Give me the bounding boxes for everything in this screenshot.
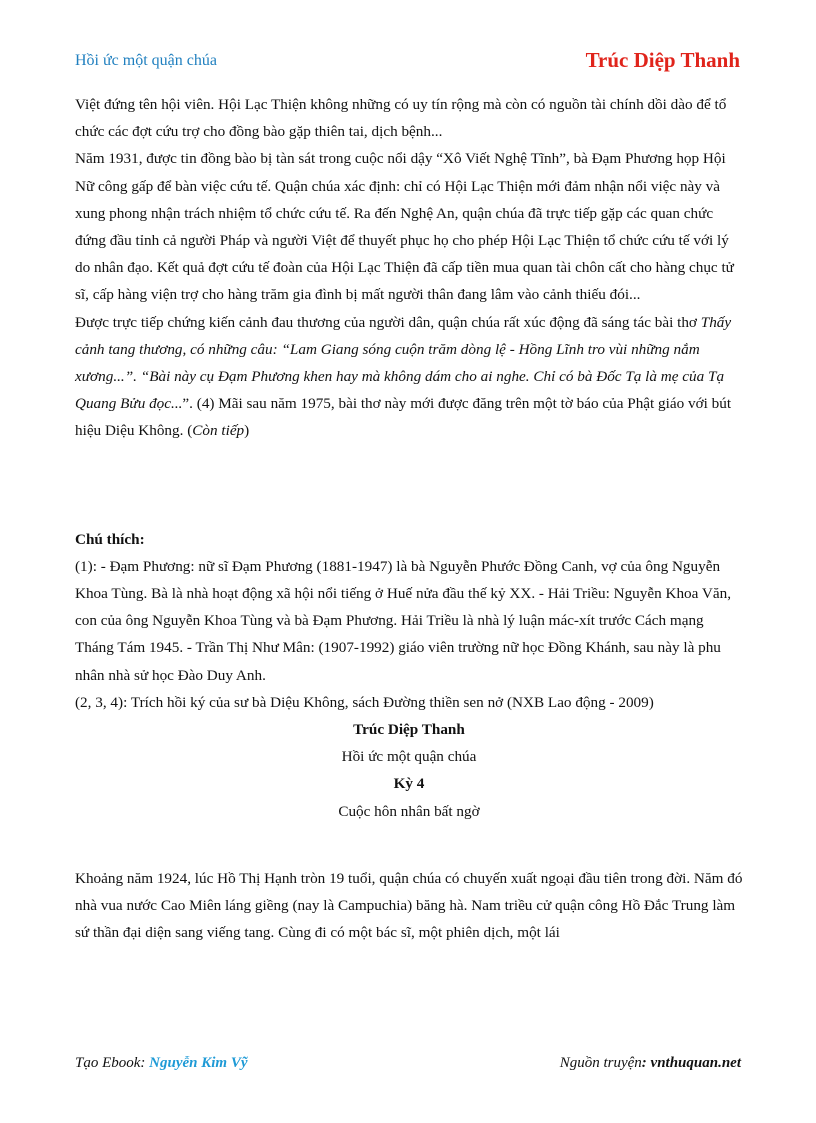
footnote-2: (2, 3, 4): Trích hồi ký của sư bà Diệu Không, sách Đường thiền sen nở (NXB Lao động - 2009) bbox=[75, 693, 654, 711]
paragraph-4: Khoảng năm 1924, lúc Hồ Thị Hạnh tròn 19 tuổi, quận chúa có chuyến xuất ngoại đầu tiên trong đời. Năm đó nhà vua nước Cao Miên láng giềng (nay là Campuchia) băng hà. Nam triều cử quận công Hồ Đắc Trung làm sứ thần đại diện sang viếng tang. Cùng đi có một bác sĩ, một phiên dịch, một lái bbox=[75, 869, 743, 942]
footer-source-credit bbox=[560, 1055, 741, 1072]
footnote-1: (1): - Đạm Phương: nữ sĩ Đạm Phương (1881-1947) là bà Nguyễn Phước Đồng Canh, vợ của ông Nguyễn Khoa Tùng. Bà là nhà hoạt động xã hội nổi tiếng ở Huế nửa đầu thế kỷ XX. - Hải Triều: Nguyễn Khoa Văn, con của ông Nguyễn Khoa Tùng và bà Đạm Phương. Hải Triều là nhà lý luận mác-xít trước Cách mạng Tháng Tám 1945. - Trần Thị Như Mân: (1907-1992) giáo viên trường nữ học Đồng Khánh, sau này là phu nhân nhà sử học Đào Duy Anh. bbox=[75, 557, 731, 684]
paragraph-3-mid: ”. (4) Mãi sau năm 1975, bài thơ này mới được đăng trên một tờ báo của Phật giáo với bút hiệu Diệu Không. ( bbox=[75, 395, 732, 440]
chapter-episode: Kỳ 4 bbox=[393, 775, 425, 793]
footer-ebook-sep: : bbox=[140, 1055, 150, 1071]
footer-source-label: Nguồn truyện bbox=[559, 1055, 642, 1071]
footer-ebook-creator: Nguyễn Kim Vỹ bbox=[149, 1055, 248, 1071]
header-author: Trúc Diệp Thanh bbox=[585, 48, 740, 72]
paragraph-1: Việt đứng tên hội viên. Hội Lạc Thiện không những có uy tín rộng mà còn có nguồn tài chính dồi dào để tổ chức các đợt cứu trợ cho đồng bào gặp thiên tai, dịch bệnh... bbox=[75, 96, 727, 141]
footer-ebook-credit bbox=[75, 1055, 248, 1072]
header-book-title: Hồi ức một quận chúa bbox=[75, 52, 217, 69]
footer-source-site: vnthuquan.net bbox=[650, 1055, 741, 1071]
paragraph-3-end: ) bbox=[244, 422, 250, 440]
paragraph-2: Năm 1931, được tin đồng bào bị tàn sát trong cuộc nổi dậy “Xô Viết Nghệ Tĩnh”, bà Đạm Phương họp Hội Nữ công gấp để bàn việc cứu tế. Quận chúa xác định: chỉ có Hội Lạc Thiện mới đảm nhận nổi việc này và xung phong nhận trách nhiệm tổ chức cứu tế. Ra đến Nghệ An, quận chúa đã trực tiếp gặp các quan chức đứng đầu tỉnh cả người Pháp và người Việt để thuyết phục họ cho phép Hội Lạc Thiện tổ chức cứu tế với lý do nhân đạo. Kết quả đợt cứu tế đoàn của Hội Lạc Thiện đã cấp tiền mua quan tài chôn cất cho hàng chục tử sĩ, cấp hàng viện trợ cho hàng trăm gia đình bị mất người thân đang lâm vào cảnh thiếu đói... bbox=[75, 150, 734, 304]
document-body bbox=[75, 91, 743, 946]
paragraph-3 bbox=[75, 309, 743, 445]
chapter-work-title: Hồi ức một quận chúa bbox=[341, 748, 477, 766]
to-be-continued: Còn tiếp bbox=[192, 422, 245, 440]
poem-quote: Thấy cảnh tang thương, có những câu: “Lam Giang sóng cuộn trăm dòng lệ - Hồng Lĩnh tro vùi những nắm xương...”. “Bài này cụ Đạm Phương khen hay mà không dám cho ai nghe. Chỉ có bà Đốc Tạ là mẹ của Tạ Quang Bửu đọc... bbox=[75, 313, 732, 413]
paragraph-3-start: Được trực tiếp chứng kiến cảnh đau thương của người dân, quận chúa rất xúc động đã sáng tác bài thơ bbox=[75, 313, 701, 331]
footer-ebook-label: Tạo Ebook bbox=[75, 1055, 141, 1071]
notes-heading: Chú thích: bbox=[75, 530, 145, 548]
chapter-subtitle: Cuộc hôn nhân bất ngờ bbox=[338, 802, 480, 820]
chapter-author: Trúc Diệp Thanh bbox=[353, 721, 465, 739]
spacer bbox=[75, 445, 743, 526]
spacer bbox=[75, 825, 743, 865]
footer-source-sep: : bbox=[641, 1055, 651, 1071]
